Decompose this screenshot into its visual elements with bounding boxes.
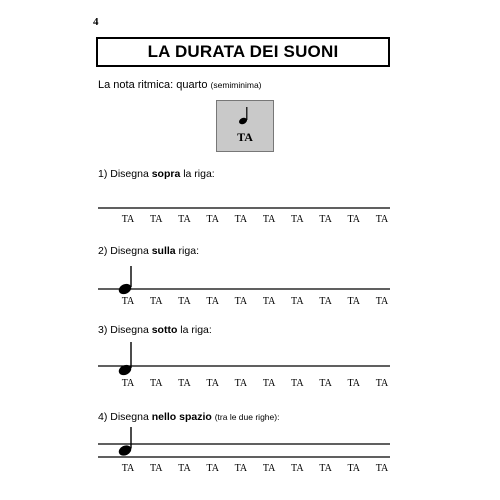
syllable: TA [121, 296, 135, 307]
syllable: TA [262, 463, 276, 474]
exercise-4-lines [98, 423, 392, 463]
syllable: TA [178, 378, 191, 389]
syllable: TA [375, 296, 389, 307]
syllable: TA [347, 463, 361, 474]
syllable: TA [319, 296, 332, 307]
exercise-1-label [98, 168, 215, 180]
syllable: TA [206, 378, 219, 389]
page-number: 4 [93, 16, 99, 28]
example-quarter-note-icon [117, 342, 133, 377]
syllable: TA [178, 296, 191, 307]
syllable: TA [121, 378, 135, 389]
syllable: TA [149, 214, 163, 225]
syllable: TA [121, 214, 135, 225]
syllable: TA [347, 214, 361, 225]
syllable: TA [319, 463, 332, 474]
syllable: TA [291, 463, 304, 474]
exercise-2-prefix: 2) Disegna [98, 245, 152, 257]
intro-label: La nota ritmica: quarto [98, 79, 208, 91]
exercise-2-label [98, 245, 199, 257]
exercise-1-suffix: la riga: [180, 168, 215, 180]
exercise-3-lines [98, 340, 392, 380]
exercise-2-bold: sulla [151, 245, 176, 257]
exercise-3-prefix: 3) Disegna [98, 324, 152, 336]
exercise-3-staff [98, 340, 392, 400]
intro-paren: (semiminima) [210, 80, 262, 90]
syllable: TA [149, 378, 163, 389]
syllable: TA [291, 378, 304, 389]
syllable: TA [262, 296, 276, 307]
exercise-3-suffix: la riga: [177, 324, 212, 336]
syllable: TA [178, 214, 191, 225]
intro-text [98, 79, 262, 91]
syllable: TA [347, 378, 361, 389]
exercise-4-note: (tra le due righe): [214, 412, 280, 422]
quarter-note-icon [217, 101, 275, 153]
syllable: TA [149, 296, 163, 307]
syllable: TA [234, 214, 248, 225]
syllable: TA [375, 214, 389, 225]
syllable: TA [347, 296, 361, 307]
syllable: TA [178, 463, 191, 474]
syllable: TA [206, 463, 219, 474]
exercise-3-syllables [120, 378, 390, 389]
syllable: TA [234, 378, 248, 389]
syllable: TA [291, 296, 304, 307]
syllable: TA [319, 378, 332, 389]
quarter-note-demo-box [216, 100, 274, 152]
syllable: TA [234, 463, 248, 474]
exercise-4-staff [98, 423, 392, 483]
exercise-1-staff [98, 190, 392, 250]
syllable: TA [121, 463, 135, 474]
exercise-4-label [98, 411, 279, 423]
exercise-1-bold: sopra [151, 168, 181, 180]
exercise-4-bold: nello spazio [151, 411, 212, 423]
exercise-2-staff [98, 262, 392, 322]
syllable: TA [234, 296, 248, 307]
exercise-2-syllables [120, 296, 390, 307]
exercise-2-suffix: riga: [175, 245, 199, 257]
syllable: TA [375, 463, 389, 474]
exercise-4-syllables [120, 463, 390, 474]
syllable: TA [149, 463, 163, 474]
page-title-box [96, 37, 390, 67]
syllable: TA [206, 296, 219, 307]
syllable: TA [319, 214, 332, 225]
syllable: TA [375, 378, 389, 389]
syllable: TA [262, 378, 276, 389]
exercise-3-label [98, 324, 212, 336]
exercise-3-bold: sotto [151, 324, 178, 336]
syllable: TA [291, 214, 304, 225]
exercise-4-prefix: 4) Disegna [98, 411, 152, 423]
exercise-1-prefix: 1) Disegna [98, 168, 152, 180]
exercise-1-syllables [120, 214, 390, 225]
syllable: TA [206, 214, 219, 225]
syllable: TA [262, 214, 276, 225]
example-quarter-note-icon [117, 427, 133, 458]
example-quarter-note-icon [117, 266, 133, 296]
demo-syllable: TA [237, 130, 253, 144]
page-title: LA DURATA DEI SUONI [147, 42, 339, 61]
